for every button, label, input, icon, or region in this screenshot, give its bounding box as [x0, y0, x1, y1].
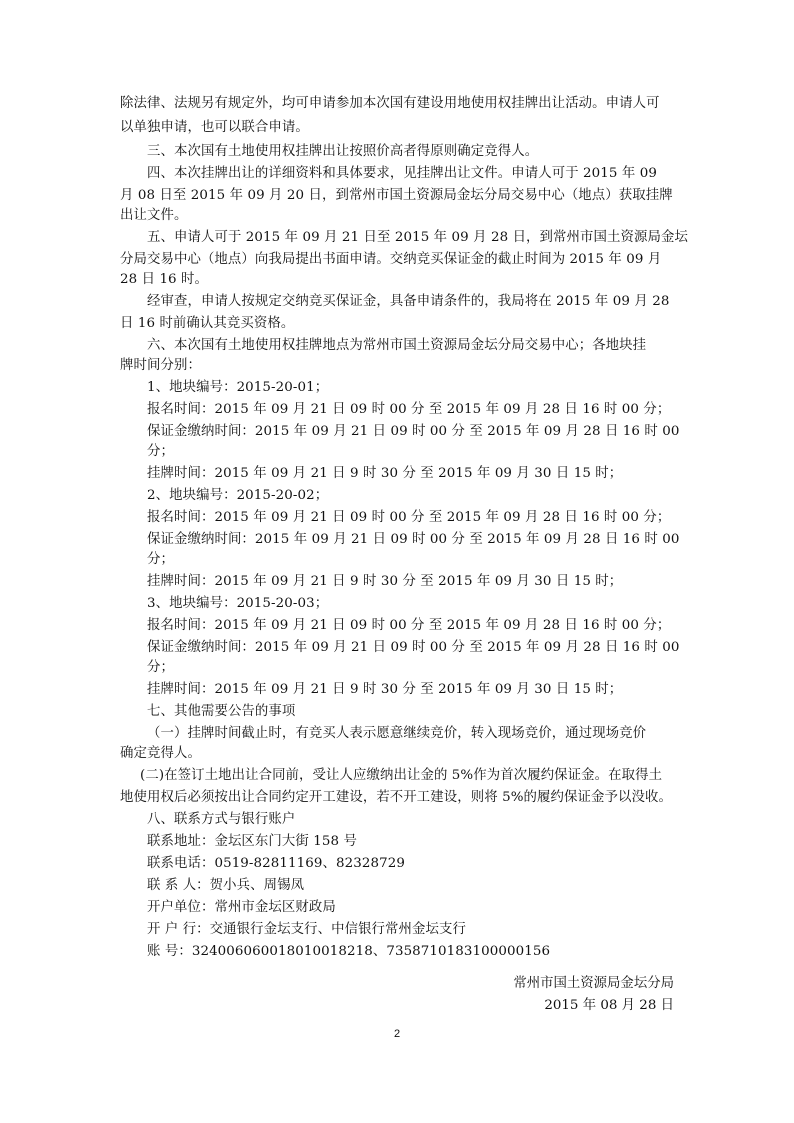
signature-org: 常州市国土资源局金坛分局	[513, 976, 674, 991]
text-line: 三、本次国有土地使用权挂牌出让按照价高者得原则确定竞得人。	[147, 144, 539, 159]
text-line: 七、其他需要公告的事项	[147, 704, 296, 719]
text-line: 1、地块编号：2015-20-01；	[147, 380, 329, 395]
text-line: 确定竞得人。	[120, 746, 201, 761]
text-line: 四、本次挂牌出让的详细资料和具体要求，见挂牌出让文件。申请人可于 2015 年 09	[147, 166, 657, 181]
text-line: 挂牌时间：2015 年 09 月 21 日 9 时 30 分 至 2015 年 09 月 30 日 15 时；	[147, 682, 623, 697]
text-line: 分；	[147, 444, 174, 459]
text-line: 开 户 行：交通银行金坛支行、中信银行常州金坛支行	[147, 922, 466, 937]
text-line: 挂牌时间：2015 年 09 月 21 日 9 时 30 分 至 2015 年 09 月 30 日 15 时；	[147, 466, 623, 481]
signature-date: 2015 年 08 月 28 日	[544, 998, 674, 1013]
text-line: 除法律、法规另有规定外，均可申请参加本次国有建设用地使用权挂牌出让活动。申请人可	[120, 96, 660, 111]
text-line: 六、本次国有土地使用权挂牌地点为常州市国土资源局金坛分局交易中心；各地块挂	[147, 338, 647, 353]
text-line: 保证金缴纳时间：2015 年 09 月 21 日 09 时 00 分 至 2015 年 09 月 28 日 16 时 00	[147, 424, 680, 439]
text-line: 账 号：32400606001801001821​8、7358710183100000156	[147, 944, 551, 959]
text-line: 保证金缴纳时间：2015 年 09 月 21 日 09 时 00 分 至 2015 年 09 月 28 日 16 时 00	[147, 640, 680, 655]
text-line: 2、地块编号：2015-20-02；	[147, 488, 329, 503]
text-line: 地使用权后必须按出让合同约定开工建设，若不开工建设，则将 5%的履约保证金予以没收。	[120, 790, 672, 805]
text-line: 联系电话：0519-82811169、82328729	[147, 856, 405, 871]
text-line: 28 日 16 时。	[120, 272, 209, 287]
text-line: （一）挂牌时间截止时，有竞买人表示愿意继续竞价，转入现场竞价，通过现场竞价	[147, 726, 647, 741]
text-line: 月 08 日至 2015 年 09 月 20 日，到常州市国土资源局金坛分局交易中心（地点）获取挂牌	[120, 188, 673, 203]
text-line: 日 16 时前确认其竞买资格。	[120, 316, 295, 331]
text-line: 分；	[147, 552, 174, 567]
page-number: 2	[393, 1028, 401, 1040]
text-line: 五、申请人可于 2015 年 09 月 21 日至 2015 年 09 月 28 日，到常州市国土资源局金坛	[147, 230, 688, 245]
text-line: 报名时间：2015 年 09 月 21 日 09 时 00 分 至 2015 年 09 月 28 日 16 时 00 分；	[147, 510, 671, 525]
text-line: 联 系 人：贺小兵、周锡凤	[147, 878, 305, 893]
text-line: 经审查，申请人按规定交纳竞买保证金，具备申请条件的，我局将在 2015 年 09 月 28	[147, 294, 670, 309]
text-line: 分；	[147, 660, 174, 675]
text-line: 八、联系方式与银行账户	[147, 812, 296, 827]
text-line: 出让文件。	[120, 208, 188, 223]
text-line: 挂牌时间：2015 年 09 月 21 日 9 时 30 分 至 2015 年 09 月 30 日 15 时；	[147, 574, 623, 589]
text-line: (二)在签订土地出让合同前，受让人应缴纳出让金的 5%作为首次履约保证金。在取得土	[140, 768, 663, 783]
text-line: 报名时间：2015 年 09 月 21 日 09 时 00 分 至 2015 年 09 月 28 日 16 时 00 分；	[147, 618, 671, 633]
text-line: 联系地址：金坛区东门大街 158 号	[147, 834, 357, 849]
text-line: 报名时间：2015 年 09 月 21 日 09 时 00 分 至 2015 年 09 月 28 日 16 时 00 分；	[147, 402, 671, 417]
text-line: 以单独申请，也可以联合申请。	[120, 120, 309, 135]
text-line: 分局交易中心（地点）向我局提出书面申请。交纳竞买保证金的截止时间为 2015 年 09 月	[120, 252, 662, 267]
text-line: 保证金缴纳时间：2015 年 09 月 21 日 09 时 00 分 至 2015 年 09 月 28 日 16 时 00	[147, 532, 680, 547]
text-line: 开户单位：常州市金坛区财政局	[147, 900, 336, 915]
text-line: 3、地块编号：2015-20-03；	[147, 596, 329, 611]
text-line: 牌时间分别：	[120, 358, 201, 373]
